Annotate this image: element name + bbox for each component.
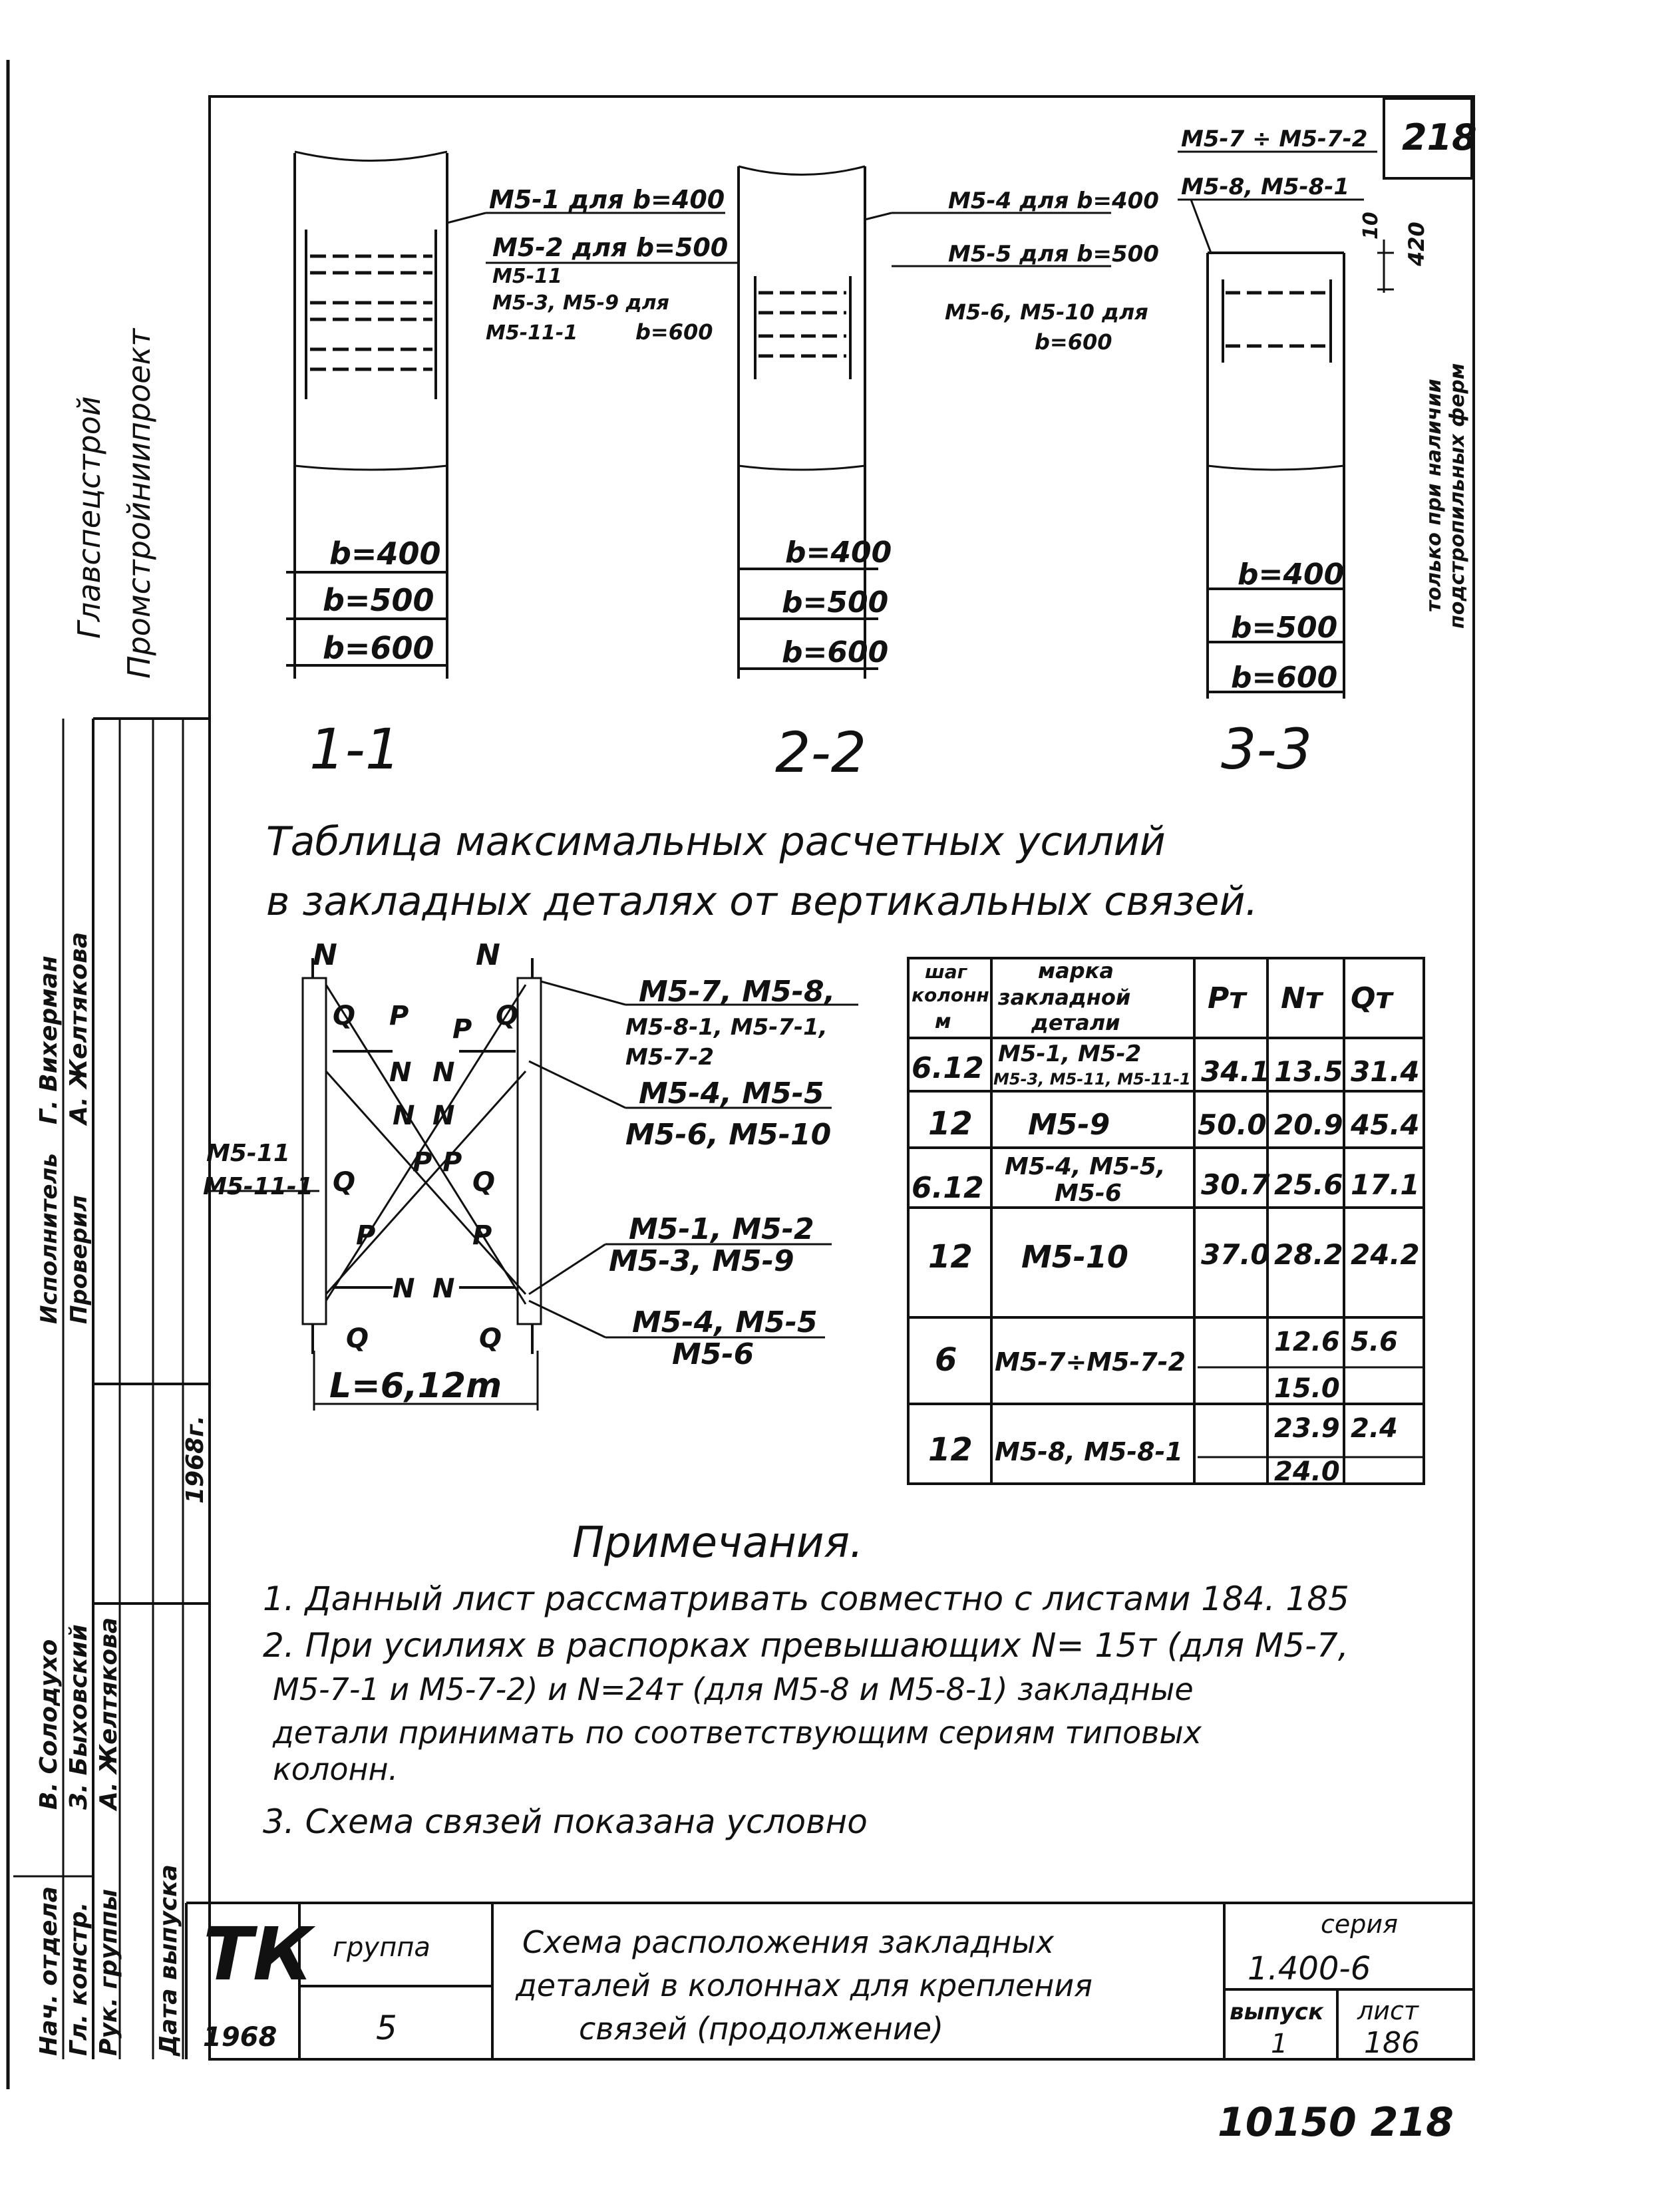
cell-step: 12 [928, 1431, 973, 1468]
s3-width: b=400 [1238, 558, 1345, 591]
force-label: P [413, 1147, 432, 1178]
force-label: N [393, 1100, 415, 1131]
cell-nt: 20.9 [1274, 1108, 1343, 1141]
sheet-value: 186 [1364, 2026, 1420, 2060]
force-label: N [432, 1057, 455, 1088]
scheme-callout: М5-1, М5-2 [629, 1212, 814, 1246]
s1-width: b=400 [329, 536, 441, 572]
note-line: 3. Схема связей показана условно [263, 1802, 868, 1841]
cell-mark: М5-8, М5-8-1 [995, 1437, 1183, 1466]
scheme-callout: М5-6, М5-10 [625, 1118, 832, 1152]
cell-qt: 24.2 [1351, 1238, 1420, 1271]
cell-step: 6 [935, 1341, 957, 1379]
th-nt: Nт [1281, 981, 1323, 1015]
scheme-callout: М5-3, М5-9 [609, 1244, 794, 1278]
section-title-2-2: 2-2 [775, 720, 867, 785]
force-label: Q [346, 1323, 369, 1354]
release-year: 1968г. [182, 1415, 209, 1504]
force-label: N [432, 1273, 455, 1304]
force-label: P [452, 1014, 472, 1045]
section-title-3-3: 3-3 [1221, 717, 1313, 782]
logo: ТК [203, 1912, 313, 1997]
force-label: P [389, 1001, 409, 1031]
cell-nt: 12.6 [1274, 1327, 1340, 1357]
role-label: Рук. группы [95, 1889, 122, 2056]
scheme-callout: М5-4, М5-5 [632, 1305, 818, 1339]
cell-mark: М5-1, М5-2 [998, 1041, 1142, 1067]
person-name: Г. Вихерман [35, 955, 63, 1124]
role-label: Нач. отдела [35, 1886, 63, 2056]
scheme-span: L=6,12m [329, 1366, 502, 1406]
year-label: 1968 [203, 2022, 277, 2053]
person-name: А. Желтякова [95, 1617, 122, 1810]
drawing-title-line: деталей в колоннах для крепления [516, 1967, 1092, 2003]
cell-mark: М5-3, М5-11, М5-11-1 [993, 1070, 1191, 1089]
drawing-title-line: Схема расположения закладных [522, 1924, 1055, 1960]
th-qt: Qт [1351, 981, 1393, 1015]
group-value: 5 [376, 2009, 397, 2047]
cell-pt: 50.0 [1198, 1108, 1267, 1141]
force-label: P [472, 1220, 492, 1251]
release-label: Дата выпуска [155, 1864, 182, 2056]
bottom-number: 10150 218 [1218, 2099, 1454, 2146]
th-pt: Pт [1208, 981, 1246, 1015]
s2-width: b=500 [782, 586, 889, 619]
force-label: Q [479, 1323, 502, 1354]
scheme-callout: М5-7, М5-8, [639, 975, 836, 1009]
s1-label: М5-1 для b=400 [489, 185, 725, 214]
left-strip-grid [13, 719, 210, 2059]
s1-label: М5-3, М5-9 для [492, 291, 669, 315]
cell-pt: 37.0 [1201, 1238, 1270, 1271]
scheme-callout: М5-6 [672, 1337, 755, 1371]
force-label: P [442, 1147, 462, 1178]
note-line: 1. Данный лист рассматривать совместно с листами 184. 185 [263, 1580, 1349, 1618]
th-step: м [935, 1010, 951, 1033]
series-label: серия [1321, 1910, 1398, 1939]
s3-width: b=600 [1231, 661, 1338, 695]
s3-label: М5-8, М5-8-1 [1181, 174, 1350, 200]
s1-label: М5-11-1 [486, 321, 578, 345]
scheme-callout: М5-8-1, М5-7-1, [625, 1014, 828, 1041]
drawing-texts [35, 116, 1477, 2146]
cell-pt: 30.7 [1201, 1168, 1270, 1201]
cell-step: 12 [928, 1105, 973, 1142]
th-step: колонн [912, 984, 989, 1006]
cell-nt: 13.5 [1274, 1055, 1343, 1088]
cell-qt: 31.4 [1351, 1055, 1420, 1088]
cell-qt: 2.4 [1351, 1413, 1398, 1444]
s3-vertical-note: только при наличии [1423, 379, 1446, 612]
force-label: N [476, 938, 500, 972]
s3-dim: 420 [1404, 222, 1429, 266]
s3-width: b=500 [1231, 611, 1338, 645]
cell-nt2: 15.0 [1274, 1373, 1340, 1404]
th-step: шаг [925, 961, 967, 983]
s3-label: М5-7 ÷ М5-7-2 [1181, 126, 1368, 152]
s2-width: b=400 [785, 536, 892, 570]
corner-number: 218 [1402, 116, 1477, 158]
scheme-left-label: М5-11 [206, 1140, 290, 1167]
s3-vertical-note: подстропильных ферм [1446, 363, 1469, 629]
person-name: З. Быховский [65, 1624, 92, 1810]
s2-label: b=600 [1035, 329, 1112, 355]
cell-pt: 34.1 [1201, 1055, 1270, 1088]
th-mark: закладной [998, 985, 1131, 1010]
force-label: Q [472, 1167, 496, 1198]
issue-label: выпуск [1230, 1999, 1324, 2025]
cell-mark: М5-10 [1021, 1239, 1128, 1275]
role-label: Проверил [66, 1195, 92, 1324]
cell-qt: 45.4 [1351, 1108, 1420, 1141]
series-value: 1.400-6 [1248, 1950, 1371, 1987]
table-grid [908, 958, 1424, 1484]
th-mark: детали [1031, 1010, 1120, 1035]
force-label: N [432, 1100, 455, 1131]
s1-width: b=600 [323, 630, 434, 666]
force-label: N [389, 1057, 412, 1088]
cell-step: 12 [928, 1238, 973, 1275]
s2-label: М5-5 для b=500 [948, 241, 1159, 267]
sheet-label: лист [1357, 1996, 1419, 2025]
cell-mark: М5-6 [1055, 1180, 1122, 1207]
force-label: Q [333, 1001, 356, 1031]
cell-nt: 25.6 [1274, 1168, 1343, 1201]
force-label: N [313, 938, 337, 972]
force-label: Q [496, 1001, 519, 1031]
cell-nt2: 24.0 [1274, 1456, 1340, 1487]
cell-step: 6.12 [912, 1171, 984, 1205]
table-title-line2: в закладных деталях от вертикальных связей. [266, 878, 1258, 925]
table-title-line1: Таблица максимальных расчетных усилий [266, 818, 1166, 865]
s1-label: М5-2 для b=500 [492, 233, 729, 262]
cell-nt: 23.9 [1274, 1413, 1340, 1444]
org-name: Промстройниипроект [121, 328, 157, 679]
note-line: детали принимать по соответствующим сериям типовых [273, 1715, 1202, 1751]
group-label: группа [333, 1932, 430, 1963]
note-line: 2. При усилиях в распорках превышающих N= 15т (для М5-7, [263, 1626, 1349, 1665]
scheme-callout: М5-4, М5-5 [639, 1077, 824, 1110]
issue-value: 1 [1271, 2029, 1288, 2059]
cell-nt: 28.2 [1274, 1238, 1343, 1271]
scheme-callout: М5-7-2 [625, 1044, 715, 1071]
s1-label: b=600 [635, 319, 713, 345]
force-label: N [393, 1273, 415, 1304]
force-label: P [356, 1220, 376, 1251]
person-name: В. Солодухо [35, 1639, 63, 1810]
s1-width: b=500 [323, 582, 434, 618]
cell-qt: 5.6 [1351, 1327, 1398, 1357]
role-label: Исполнитель [36, 1153, 63, 1324]
note-line: колонн. [273, 1751, 399, 1787]
role-label: Гл. констр. [65, 1902, 92, 2056]
s3-dim: 10 [1359, 212, 1383, 240]
cell-mark: М5-9 [1028, 1108, 1110, 1142]
s2-width: b=600 [782, 635, 889, 669]
s2-label: М5-6, М5-10 для [945, 299, 1148, 325]
person-name: А. Желтякова [65, 931, 92, 1124]
s1-label: М5-11 [492, 265, 562, 288]
cell-mark: М5-4, М5-5, [1005, 1153, 1166, 1180]
s2-label: М5-4 для b=400 [948, 188, 1159, 214]
section-title-1-1: 1-1 [309, 717, 401, 782]
cell-step: 6.12 [912, 1051, 984, 1085]
scheme-left-label: М5-11-1 [203, 1173, 313, 1200]
force-label: Q [333, 1167, 356, 1198]
note-line: М5-7-1 и М5-7-2) и N=24т (для М5-8 и М5-8-1) закладные [273, 1671, 1194, 1707]
th-mark: марка [1038, 958, 1114, 983]
drawing-title-line: связей (продолжение) [579, 2011, 944, 2047]
org-name: Главспецстрой [71, 396, 107, 639]
cell-qt: 17.1 [1351, 1168, 1420, 1201]
notes-title: Примечания. [572, 1518, 864, 1568]
cell-mark: М5-7÷М5-7-2 [995, 1347, 1186, 1377]
